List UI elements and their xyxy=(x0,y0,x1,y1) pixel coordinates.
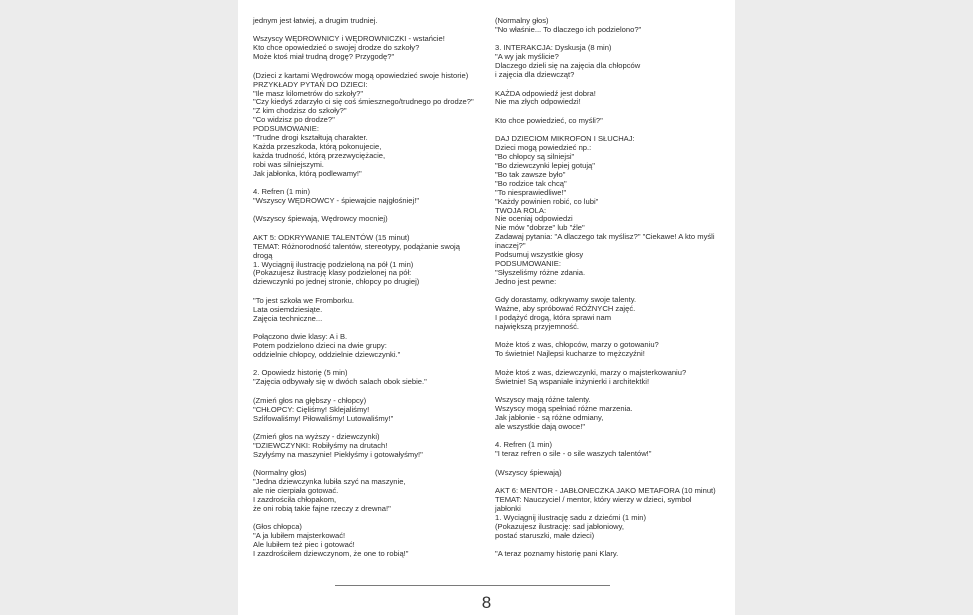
text-line: dziewczynki po jednej stronie, chłopcy po drugiej) xyxy=(253,277,420,287)
text-line: To świetnie! Najlepsi kucharze to mężczyźni! xyxy=(495,349,645,359)
text-line: 3. INTERAKCJA: Dyskusja (8 min) xyxy=(495,43,612,53)
text-line: "Wszyscy WĘDROWCY - śpiewajcie najgłośniej!" xyxy=(253,195,420,205)
text-line: (Pokazujesz ilustrację klasy podzielonej na pół: xyxy=(253,268,412,278)
text-line: "Bo rodzice tak chcą" xyxy=(495,178,567,188)
text-line: Nie ma złych odpowiedzi! xyxy=(495,97,581,107)
footer-divider xyxy=(335,585,610,586)
text-line: największą przyjemność. xyxy=(495,321,579,331)
text-line: "A ja lubiłem majsterkować! xyxy=(253,531,346,541)
page-number: 8 xyxy=(481,593,492,612)
text-line: "A teraz poznamy historię pani Klary. xyxy=(495,548,619,558)
text-line: (Głos chłopca) xyxy=(253,522,302,532)
paragraph xyxy=(253,397,483,424)
paragraph xyxy=(495,396,731,432)
text-line: I podążyć drogą, która sprawi nam xyxy=(495,312,612,322)
text-line: TEMAT: Nauczyciel / mentor, który wierzy w dzieci, symbol xyxy=(495,494,692,504)
paragraph xyxy=(253,297,483,324)
paragraph xyxy=(253,369,483,387)
text-line: Kto chce opowiedzieć o swojej drodze do szkoły? xyxy=(253,43,420,53)
paragraph xyxy=(253,188,483,206)
text-line: "Co widzisz po drodze?" xyxy=(253,115,335,125)
text-line: Szlifowaliśmy! Piłowaliśmy! Lutowaliśmy!" xyxy=(253,413,394,423)
paragraph xyxy=(253,35,483,62)
text-line: każda trudność, którą przezwyciężacie, xyxy=(253,150,386,160)
text-line: Gdy dorastamy, odkrywamy swoje talenty. xyxy=(495,295,637,305)
text-line: Potem podzielono dzieci na dwie grupy: xyxy=(253,340,387,350)
paragraph xyxy=(495,90,731,108)
text-line: Nie oceniaj odpowiedzi xyxy=(495,214,573,224)
text-line: Wszyscy mogą spełniać różne marzenia. xyxy=(495,403,633,413)
text-line: Nie mów "dobrze" lub "źle" xyxy=(495,223,585,233)
paragraph xyxy=(253,433,483,460)
text-line: postać staruszki, małe dzieci) xyxy=(495,530,595,540)
document-page xyxy=(238,0,735,615)
text-line: AKT 6: MENTOR - JABŁONECZKA JAKO METAFORA (10 minut) xyxy=(495,486,716,496)
text-line: TWOJA ROLA: xyxy=(495,205,547,215)
paragraph xyxy=(495,441,731,459)
text-line: "Zajęcia odbywały się w dwóch salach obok siebie." xyxy=(253,377,427,387)
text-line: Może ktoś z was, dziewczynki, marzy o majsterkowaniu? xyxy=(495,367,687,377)
text-line: Zadawaj pytania: "A dlaczego tak myślisz?" "Ciekawe! A kto myśli xyxy=(495,232,715,242)
text-line: Podsumuj wszystkie głosy xyxy=(495,249,584,259)
text-line: "Jedna dziewczynka lubiła szyć na maszynie, xyxy=(253,477,406,487)
text-line: Może ktoś z was, chłopców, marzy o gotowaniu? xyxy=(495,340,659,350)
text-line: 4. Refren (1 min) xyxy=(253,187,310,197)
text-line: 2. Opowiedz historię (5 min) xyxy=(253,368,348,378)
text-line: 1. Wyciągnij ilustrację sadu z dziećmi (1 min) xyxy=(495,512,647,522)
text-line: TEMAT: Różnorodność talentów, stereotypy, podążanie swoją xyxy=(253,241,460,251)
text-line: KAŻDA odpowiedź jest dobra! xyxy=(495,88,596,98)
paragraph xyxy=(253,469,483,513)
text-line: "Ile masz kilometrów do szkoły?" xyxy=(253,88,364,98)
text-line: (Wszyscy śpiewają, Wędrowcy mocniej) xyxy=(253,214,388,224)
text-line: "To niesprawiedliwe!" xyxy=(495,187,567,197)
text-line: "To jest szkoła we Fromborku. xyxy=(253,295,355,305)
right-text-column xyxy=(495,17,731,568)
paragraph xyxy=(495,550,731,559)
text-line: ale nie cierpiała gotować. xyxy=(253,486,339,496)
paragraph xyxy=(495,296,731,332)
text-line: (Zmień głos na wyższy - dziewczynki) xyxy=(253,432,380,441)
text-line: Ale lubiłem też piec i gotować! xyxy=(253,540,355,550)
paragraph xyxy=(253,234,483,287)
text-line: "Słyszeliśmy różne zdania. xyxy=(495,267,586,277)
left-text-column xyxy=(253,17,483,568)
paragraph xyxy=(495,44,731,80)
text-line: Jedno jest pewne: xyxy=(495,276,557,286)
text-line: "Bo dziewczynki lepiej gotują" xyxy=(495,161,595,171)
paragraph xyxy=(253,333,483,360)
text-line: I zazdrościłem dziewczynom, że one to robią!" xyxy=(253,548,409,558)
text-line: "DZIEWCZYNKI: Robiłyśmy na drutach! xyxy=(253,440,388,450)
text-line: Każda przeszkoda, którą pokonujecie, xyxy=(253,141,382,151)
text-line: PODSUMOWANIE: xyxy=(253,124,319,134)
text-line: Świetnie! Są wspaniałe inżynierki i architektki! xyxy=(495,376,650,386)
text-line: "CHŁOPCY: Cięliśmy! Sklejaliśmy! xyxy=(253,404,370,414)
text-line: PRZYKŁADY PYTAŃ DO DZIECI: xyxy=(253,79,368,89)
text-line: (Pokazujesz ilustrację: sad jabłoniowy, xyxy=(495,521,625,531)
text-line: Połączono dwie klasy: A i B. xyxy=(253,332,348,342)
text-line: "I teraz refren o sile - o sile waszych talentów!" xyxy=(495,449,652,459)
text-line: jednym jest łatwiej, a drugim trudniej. xyxy=(253,16,378,25)
text-line: inaczej?" xyxy=(495,241,526,251)
text-line: oddzielnie chłopcy, oddzielnie dziewczynki." xyxy=(253,349,401,359)
text-line: Szyłyśmy na maszynie! Piekłyśmy i gotowałyśmy!" xyxy=(253,449,423,459)
paragraph xyxy=(495,487,731,540)
text-line: Jak jabłonka, którą podlewamy!" xyxy=(253,168,362,178)
text-line: Dlaczego dzieli się na zajęcia dla chłopców xyxy=(495,61,641,71)
text-line: Wszyscy WĘDROWNICY i WĘDROWNICZKI - wstańcie! xyxy=(253,34,445,44)
text-line: "Trudne drogi kształtują charakter. xyxy=(253,132,368,142)
text-line: "Każdy powinien robić, co lubi" xyxy=(495,196,599,206)
text-line: AKT 5: ODKRYWANIE TALENTÓW (15 minut) xyxy=(253,232,410,242)
text-line: Wszyscy mają różne talenty. xyxy=(495,395,591,405)
paragraph xyxy=(495,117,731,126)
text-line: Może ktoś miał trudną drogę? Przygodę?" xyxy=(253,52,395,62)
text-line: robi was silniejszymi. xyxy=(253,159,324,169)
text-line: "Bo chłopcy są silniejsi" xyxy=(495,152,575,162)
text-line: i zajęcia dla dziewcząt? xyxy=(495,70,575,80)
text-line: DAJ DZIECIOM MIKROFON I SŁUCHAJ: xyxy=(495,134,635,144)
text-line: Ważne, aby spróbować RÓŻNYCH zajęć. xyxy=(495,304,636,314)
text-line: 1. Wyciągnij ilustrację podzieloną na pół (1 min) xyxy=(253,259,414,269)
text-line: (Zmień głos na głębszy - chłopcy) xyxy=(253,395,367,405)
paragraph xyxy=(495,135,731,286)
paragraph xyxy=(253,523,483,559)
text-line: Jak jabłonie - są różne odmiany, xyxy=(495,412,604,422)
text-line: "A wy jak myślicie? xyxy=(495,52,559,62)
text-line: Kto chce powiedzieć, co myśli?" xyxy=(495,115,603,125)
text-line: (Wszyscy śpiewają) xyxy=(495,467,562,477)
text-line: Lata osiemdziesiąte. xyxy=(253,304,323,314)
text-line: drogą xyxy=(253,250,273,260)
text-line: "Bo tak zawsze było" xyxy=(495,169,566,179)
paragraph xyxy=(495,469,731,478)
text-line: "Czy kiedyś zdarzyło ci się coś śmiesznego/trudnego po drodze?" xyxy=(253,97,474,107)
text-line: jabłonki xyxy=(495,503,521,513)
paragraph xyxy=(495,341,731,359)
text-line: PODSUMOWANIE: xyxy=(495,258,561,268)
paragraph xyxy=(253,215,483,224)
text-line: (Dzieci z kartami Wędrowców mogą opowiedzieć swoje historie) xyxy=(253,70,469,80)
paragraph xyxy=(253,17,483,26)
text-line: I zazdrościła chłopakom, xyxy=(253,494,337,504)
text-line: (Normalny głos) xyxy=(253,468,307,478)
paragraph xyxy=(495,369,731,387)
text-line: "Z kim chodzisz do szkoły?" xyxy=(253,106,347,116)
text-line: Zajęcia techniczne... xyxy=(253,313,323,323)
text-line: "No właśnie... To dlaczego ich podzielono?" xyxy=(495,24,642,34)
text-line: (Normalny głos) xyxy=(495,16,549,25)
paragraph xyxy=(495,17,731,35)
text-line: Dzieci mogą powiedzieć np.: xyxy=(495,143,592,153)
text-line: ale wszystkie dają owoce!" xyxy=(495,421,586,431)
paragraph xyxy=(253,72,483,179)
text-line: 4. Refren (1 min) xyxy=(495,440,552,450)
text-line: że oni robią takie fajne rzeczy z drewna!" xyxy=(253,503,391,513)
